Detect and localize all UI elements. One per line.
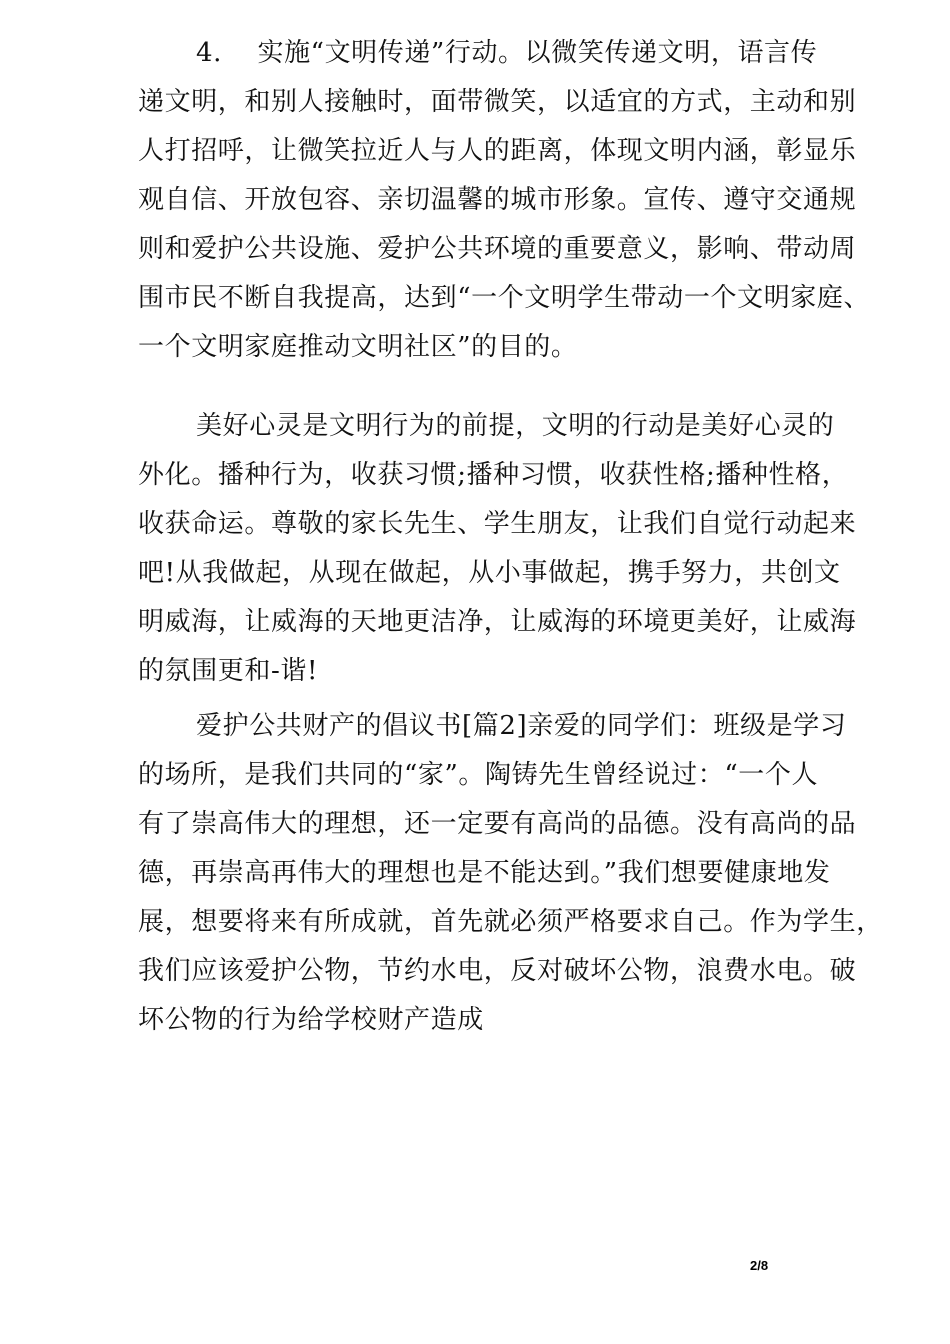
paragraph-2-line-3: 收获命运。尊敬的家长先生、学生朋友，让我们自觉行动起来 xyxy=(138,509,857,539)
paragraph-1-line-3: 人打招呼，让微笑拉近人与人的距离，体现文明内涵，彰显乐 xyxy=(138,136,857,166)
paragraph-2-line-4: 吧!从我做起，从现在做起，从小事做起，携手努力，共创文 xyxy=(138,558,841,588)
paragraph-3-line-6: 我们应该爱护公物，节约水电，反对破坏公物，浪费水电。破 xyxy=(138,956,857,986)
paragraph-2-line-1: 美好心灵是文明行为的前提，文明的行动是美好心灵的 xyxy=(196,411,835,441)
paragraph-3-line-1: 爱护公共财产的倡议书[篇2]亲爱的同学们：班级是学习 xyxy=(196,711,847,741)
page-number: 2/8 xyxy=(750,1258,769,1273)
paragraph-1-line-5: 则和爱护公共设施、爱护公共环境的重要意义，影响、带动周 xyxy=(138,234,857,264)
paragraph-2-line-6: 的氛围更和-谐! xyxy=(138,656,319,686)
paragraph-3-line-2: 的场所，是我们共同的“家”。陶铸先生曾经说过：“一个人 xyxy=(138,760,819,790)
paragraph-1-line-6: 围市民不断自我提高，达到“一个文明学生带动一个文明家庭、 xyxy=(138,283,871,313)
paragraph-1-line-1: 4. 实施“文明传递”行动。以微笑传递文明，语言传 xyxy=(196,38,818,68)
paragraph-2-line-2: 外化。播种行为，收获习惯;播种习惯，收获性格;播种性格， xyxy=(138,460,849,490)
paragraph-3-line-7: 坏公物的行为给学校财产造成 xyxy=(138,1005,484,1035)
paragraph-1-line-4: 观自信、开放包容、亲切温馨的城市形象。宣传、遵守交通规 xyxy=(138,185,857,215)
paragraph-1-line-2: 递文明，和别人接触时，面带微笑，以适宜的方式，主动和别 xyxy=(138,87,857,117)
paragraph-3-line-5: 展，想要将来有所成就，首先就必须严格要求自己。作为学生， xyxy=(138,907,883,937)
paragraph-2-line-5: 明威海，让威海的天地更洁净，让威海的环境更美好，让威海 xyxy=(138,607,857,637)
paragraph-1-line-7: 一个文明家庭推动文明社区”的目的。 xyxy=(138,332,578,362)
paragraph-3-line-3: 有了崇高伟大的理想，还一定要有高尚的品德。没有高尚的品 xyxy=(138,809,857,839)
paragraph-3-line-4: 德，再崇高再伟大的理想也是不能达到。”我们想要健康地发 xyxy=(138,858,831,888)
